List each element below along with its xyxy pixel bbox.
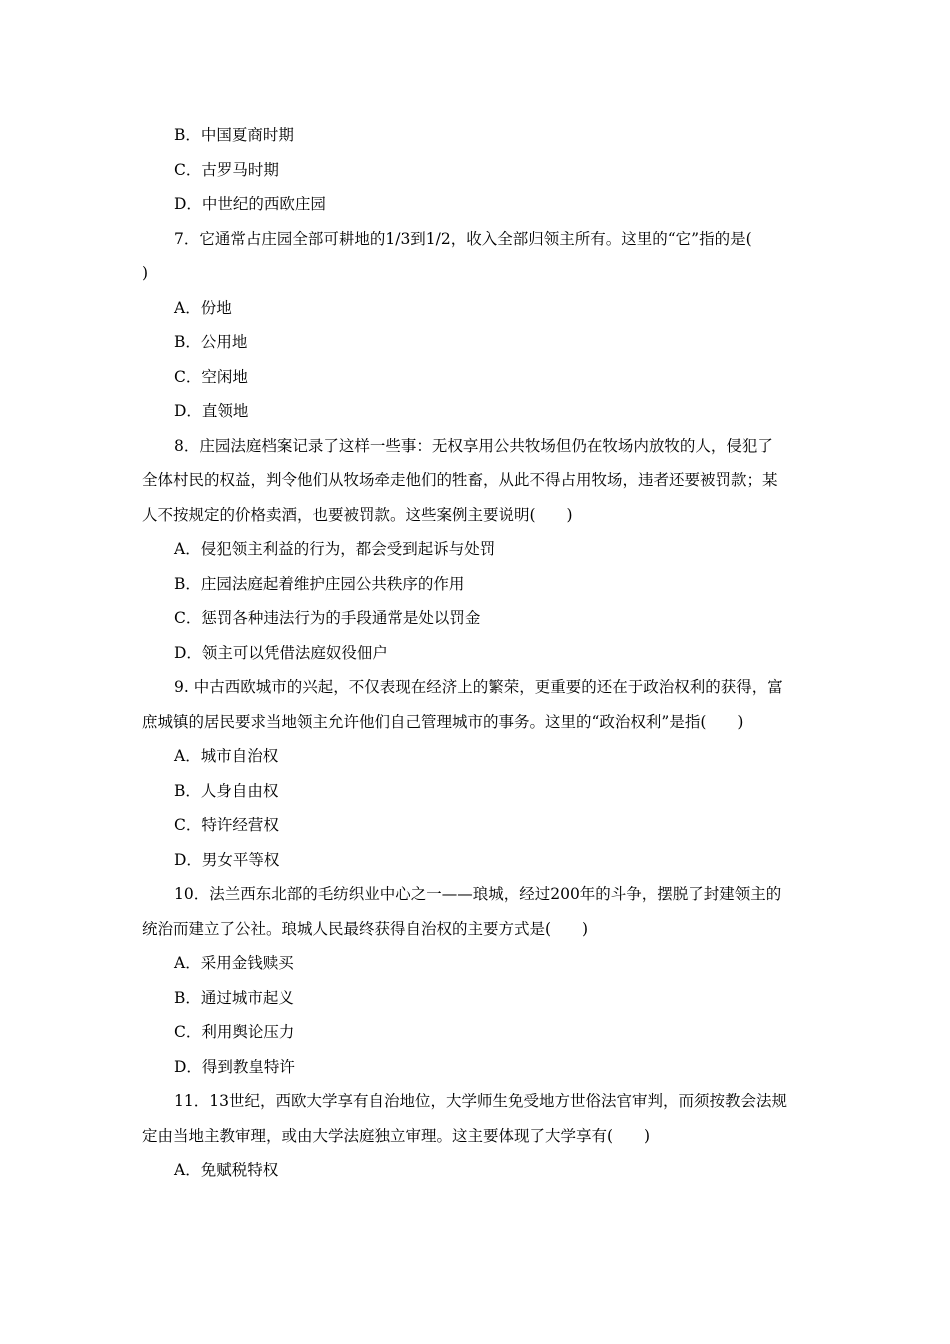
option-d: D．中世纪的西欧庄园 (174, 195, 326, 213)
question-7-option-b: B．公用地 (174, 333, 248, 351)
question-8-option-d: D．领主可以凭借法庭奴役佃户 (174, 643, 388, 662)
question-8-stem-cont-1: 全体村民的权益，判令他们从牧场牵走他们的牲畜，从此不得占用牧场，违者还要被罚款；某 (142, 471, 778, 489)
question-9-option-d: D．男女平等权 (174, 850, 280, 869)
question-8-stem-cont-2: 人不按规定的价格卖酒，也要被罚款。这些案例主要说明( ) (142, 505, 573, 524)
question-10-option-b: B．通过城市起义 (174, 988, 294, 1007)
question-9-option-a: A．城市自治权 (174, 747, 279, 765)
question-8-option-b: B．庄园法庭起着维护庄园公共秩序的作用 (174, 574, 465, 593)
question-11-stem: 11．13世纪，西欧大学享有自治地位，大学师生免受地方世俗法官审判，而须按教会法规 (174, 1092, 787, 1110)
question-8-stem: 8．庄园法庭档案记录了这样一些事：无权享用公共牧场但仍在牧场内放牧的人，侵犯了 (174, 436, 773, 455)
question-10-stem-cont: 统治而建立了公社。琅城人民最终获得自治权的主要方式是( ) (142, 919, 589, 938)
question-7-stem: 7．它通常占庄园全部可耕地的1/3到1/2，收入全部归领主所有。这里的“它”指的是( (174, 229, 752, 248)
question-8-option-c: C．惩罚各种违法行为的手段通常是处以罚金 (174, 609, 481, 627)
question-7-option-c: C．空闲地 (174, 367, 248, 386)
question-10-option-d: D．得到教皇特许 (174, 1057, 295, 1076)
question-10-option-a: A．采用金钱赎买 (174, 954, 294, 972)
option-c: C．古罗马时期 (174, 160, 279, 179)
question-7-option-a: A．份地 (174, 298, 232, 317)
document-content (142, 118, 814, 1188)
question-10-stem: 10．法兰西东北部的毛纺织业中心之一——琅城，经过200年的斗争，摆脱了封建领主的 (174, 885, 782, 903)
question-10-option-c: C．利用舆论压力 (174, 1023, 295, 1041)
question-7-stem-cont: ) (142, 264, 149, 282)
question-11-stem-cont: 定由当地主教审理，或由大学法庭独立审理。这主要体现了大学享有( ) (142, 1126, 651, 1145)
question-11-option-a: A．免赋税特权 (174, 1161, 279, 1179)
question-9-stem: 9. 中古西欧城市的兴起，不仅表现在经济上的繁荣，更重要的还在于政治权利的获得，富 (174, 678, 783, 696)
question-7-option-d: D．直领地 (174, 402, 249, 420)
question-9-stem-cont: 庶城镇的居民要求当地领主允许他们自己管理城市的事务。这里的“政治权利”是指( ) (142, 712, 744, 731)
option-b: B．中国夏商时期 (174, 126, 294, 144)
question-9-option-b: B．人身自由权 (174, 781, 279, 800)
question-8-option-a: A．侵犯领主利益的行为，都会受到起诉与处罚 (174, 540, 496, 558)
question-9-option-c: C．特许经营权 (174, 816, 279, 834)
